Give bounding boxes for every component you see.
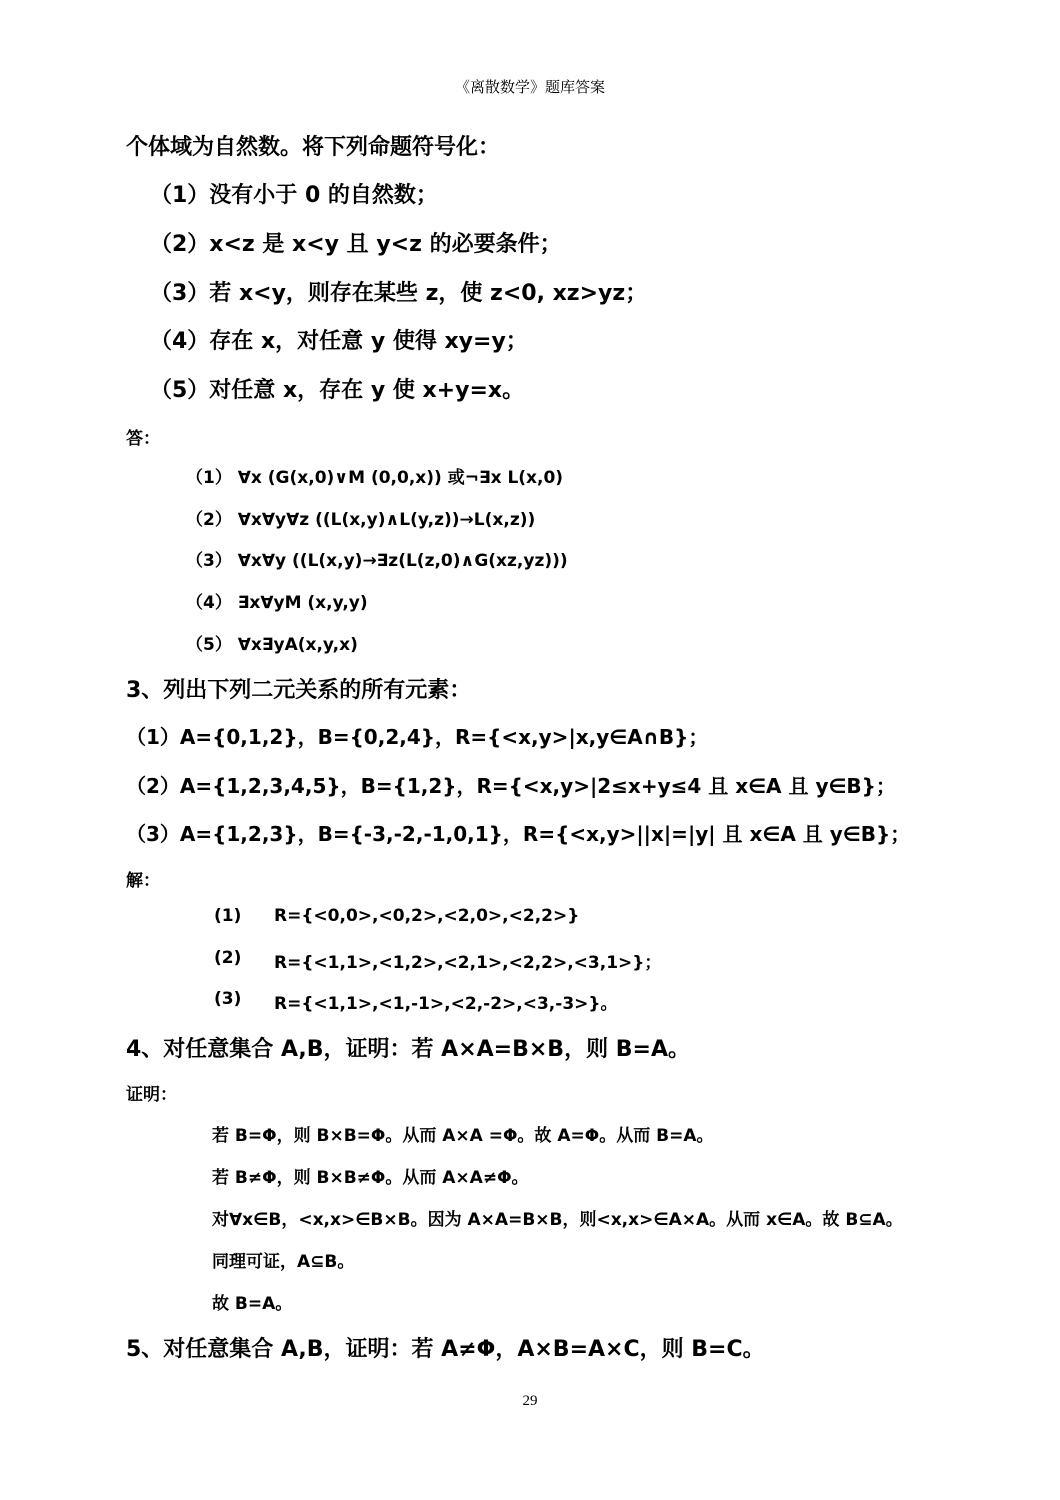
solution-num-3: (3) — [214, 989, 242, 1009]
solution-num-2: (2) — [214, 948, 242, 968]
proof-label: 证明： — [126, 1085, 177, 1105]
question-item-3: （3）若 x<y，则存在某些 z，使 z<0, xz>yz； — [150, 281, 648, 306]
proof-line-3: 对∀x∈B，<x,x>∈B×B。因为 A×A=B×B，则<x,x>∈A×A。从而 x∈A。故 B⊆A。 — [212, 1210, 903, 1230]
q4-title: 4、对任意集合 A,B，证明：若 A×A=B×B，则 B=A。 — [126, 1037, 690, 1062]
proof-line-5: 故 B=A。 — [212, 1294, 293, 1314]
q3-item-1: （1）A={0,1,2}，B={0,2,4}，R={<x,y>|x,y∈A∩B}； — [126, 725, 709, 749]
answer-item-2: （2） ∀x∀y∀z ((L(x,y)∧L(y,z))→L(x,z)) — [186, 510, 536, 530]
q3-item-3: （3）A={1,2,3}，B={-3,-2,-1,0,1}，R={<x,y>||x|=|y| 且 x∈A 且 y∈B}； — [126, 822, 911, 846]
q3-item-2: （2）A={1,2,3,4,5}，B={1,2}，R={<x,y>|2≤x+y≤4 且 x∈A 且 y∈B}； — [126, 774, 896, 798]
solution-text-3: R={<1,1>,<1,-1>,<2,-2>,<3,-3>}。 — [274, 994, 618, 1014]
question-item-5: （5）对任意 x，存在 y 使 x+y=x。 — [150, 378, 525, 403]
q5-title: 5、对任意集合 A,B，证明：若 A≠Φ，A×B=A×C，则 B=C。 — [126, 1337, 765, 1362]
answer-item-4: （4） ∃x∀yM (x,y,y) — [186, 593, 368, 613]
running-header: 《离散数学》题库答案 — [454, 78, 605, 96]
question-item-4: （4）存在 x，对任意 y 使得 xy=y； — [150, 329, 528, 354]
page-number: 29 — [522, 1393, 538, 1409]
proof-line-1: 若 B=Φ，则 B×B=Φ。从而 A×A =Φ。故 A=Φ。从而 B=A。 — [212, 1126, 714, 1146]
q3-title: 3、列出下列二元关系的所有元素： — [126, 678, 472, 703]
answer-item-3: （3） ∀x∀y ((L(x,y)→∃z(L(z,0)∧G(xz,yz))) — [186, 551, 568, 571]
solution-num-1: (1) — [214, 906, 242, 926]
answer-item-1: （1） ∀x (G(x,0)∨M (0,0,x)) 或¬∃x L(x,0) — [186, 468, 564, 488]
answer-item-5: （5） ∀x∃yA(x,y,x) — [186, 635, 358, 655]
question-item-2: （2）x<z 是 x<y 且 y<z 的必要条件； — [150, 232, 562, 257]
solution-text-1: R={<0,0>,<0,2>,<2,0>,<2,2>} — [274, 906, 580, 926]
question-intro-title: 个体域为自然数。将下列命题符号化： — [126, 135, 501, 160]
answer-label: 答： — [126, 429, 160, 449]
proof-line-2: 若 B≠Φ，则 B×B≠Φ。从而 A×A≠Φ。 — [212, 1168, 529, 1188]
solution-text-2: R={<1,1>,<1,2>,<2,1>,<2,2>,<3,1>}； — [274, 953, 662, 973]
proof-line-4: 同理可证，A⊆B。 — [212, 1252, 355, 1272]
question-item-1: （1）没有小于 0 的自然数； — [150, 183, 438, 208]
solution-label: 解： — [126, 871, 160, 891]
